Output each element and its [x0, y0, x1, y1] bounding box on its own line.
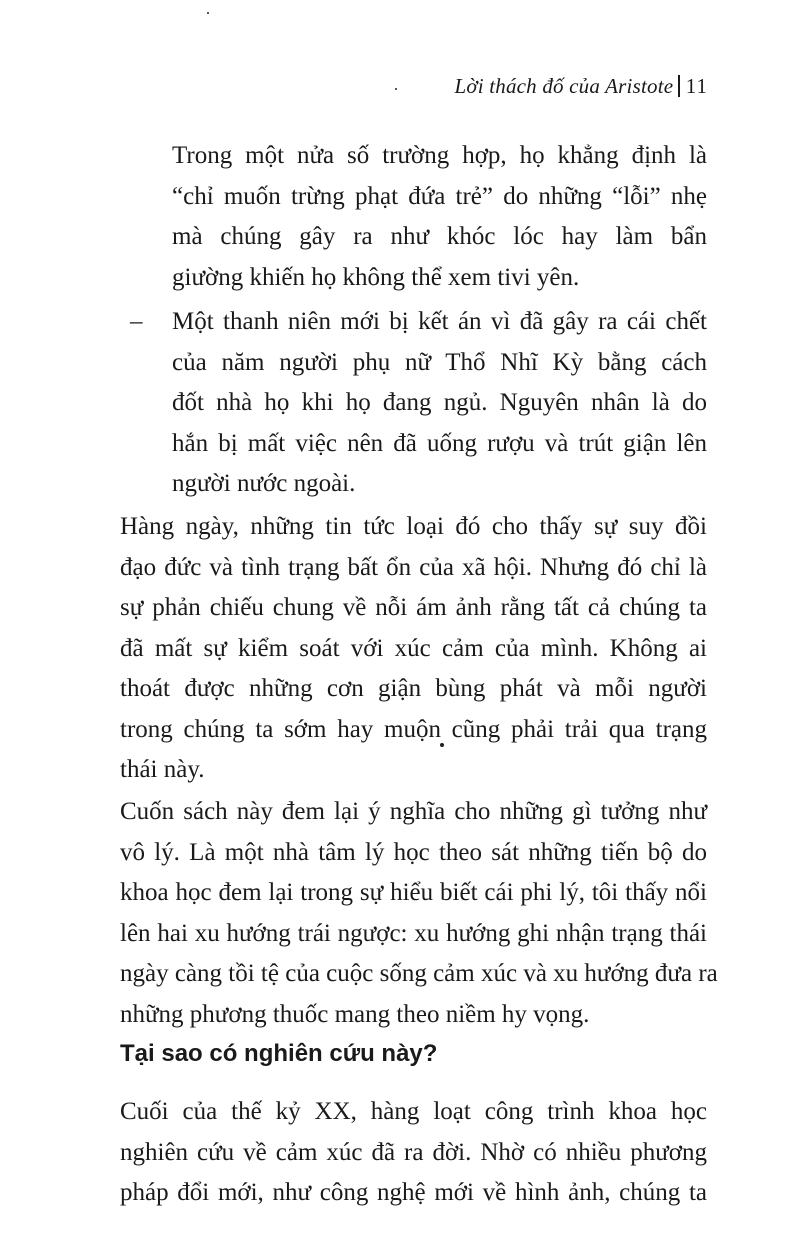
text-line: Hàng ngày, những tin tức loại đó cho thấy sự suy đồi [120, 513, 707, 540]
bullet-item [172, 302, 707, 505]
text-line: “chỉ muốn trừng phạt đứa trẻ” do những “lỗi” nhẹ [172, 182, 707, 210]
body-paragraph-1 [120, 507, 707, 791]
text-line: người nước ngoài. [172, 470, 356, 497]
text-line: sự phản chiếu chung về nỗi ám ảnh rằng tất cả chúng ta [120, 594, 707, 621]
text-line: nghiên cứu về cảm xúc đã ra đời. Nhờ có nhiều phương [120, 1138, 707, 1166]
text-line: đốt nhà họ khi họ đang ngủ. Nguyên nhân là do [172, 389, 707, 416]
scan-speck [440, 743, 444, 747]
scan-speck [395, 88, 397, 90]
text-line: lên hai xu hướng trái ngược: xu hướng ghi nhận trạng thái [120, 919, 707, 947]
text-line: hắn bị mất việc nên đã uống rượu và trút giận lên [172, 429, 707, 457]
text-line: khoa học đem lại trong sự hiểu biết cái phi lý, tôi thấy nổi [120, 879, 707, 906]
text-line: ngày càng tồi tệ của cuộc sống cảm xúc và xu hướng đưa ra [120, 960, 718, 987]
text-line: thoát được những cơn giận bùng phát và mỗi người [120, 675, 707, 702]
text-line: giường khiến họ không thể xem tivi yên. [172, 263, 580, 291]
text-line: thái này. [120, 756, 205, 783]
running-header-title: Lời thách đố của Aristote [454, 74, 674, 98]
page-number: 11 [685, 74, 708, 98]
text-line: đã mất sự kiểm soát với xúc cảm của mình. Không ai [120, 634, 707, 662]
text-line: những phương thuốc mang theo niềm hy vọng. [120, 1000, 590, 1028]
scan-speck [207, 12, 209, 14]
text-line: Trong một nửa số trường hợp, họ khẳng định là [172, 142, 707, 169]
body-paragraph-2 [120, 792, 718, 1035]
text-line: đạo đức và tình trạng bất ổn của xã hội. Nhưng đó chỉ là [120, 553, 707, 581]
text-line: trong chúng ta sớm hay muộn cũng phải trải qua trạng [120, 715, 707, 743]
text-line: vô lý. Là một nhà tâm lý học theo sát những tiến bộ do [120, 838, 707, 866]
header-separator [678, 75, 680, 97]
running-header [454, 74, 708, 99]
text-line: của năm người phụ nữ Thổ Nhĩ Kỳ bằng cách [172, 348, 707, 376]
body-paragraph-3 [120, 1092, 707, 1214]
text-line: pháp đổi mới, như công nghệ mới về hình ảnh, chúng ta [120, 1179, 707, 1206]
text-line: Cuốn sách này đem lại ý nghĩa cho những gì tưởng như [120, 798, 707, 825]
section-heading: Tại sao có nghiên cứu này? [120, 1040, 438, 1067]
bullet-dash: – [130, 308, 143, 335]
continued-quote [172, 136, 707, 298]
text-line: mà chúng gây ra như khóc lóc hay làm bẩn [172, 223, 707, 250]
text-line: Một thanh niên mới bị kết án vì đã gây ra cái chết [172, 308, 707, 335]
text-line: Cuối của thế kỷ XX, hàng loạt công trình khoa học [120, 1098, 707, 1125]
